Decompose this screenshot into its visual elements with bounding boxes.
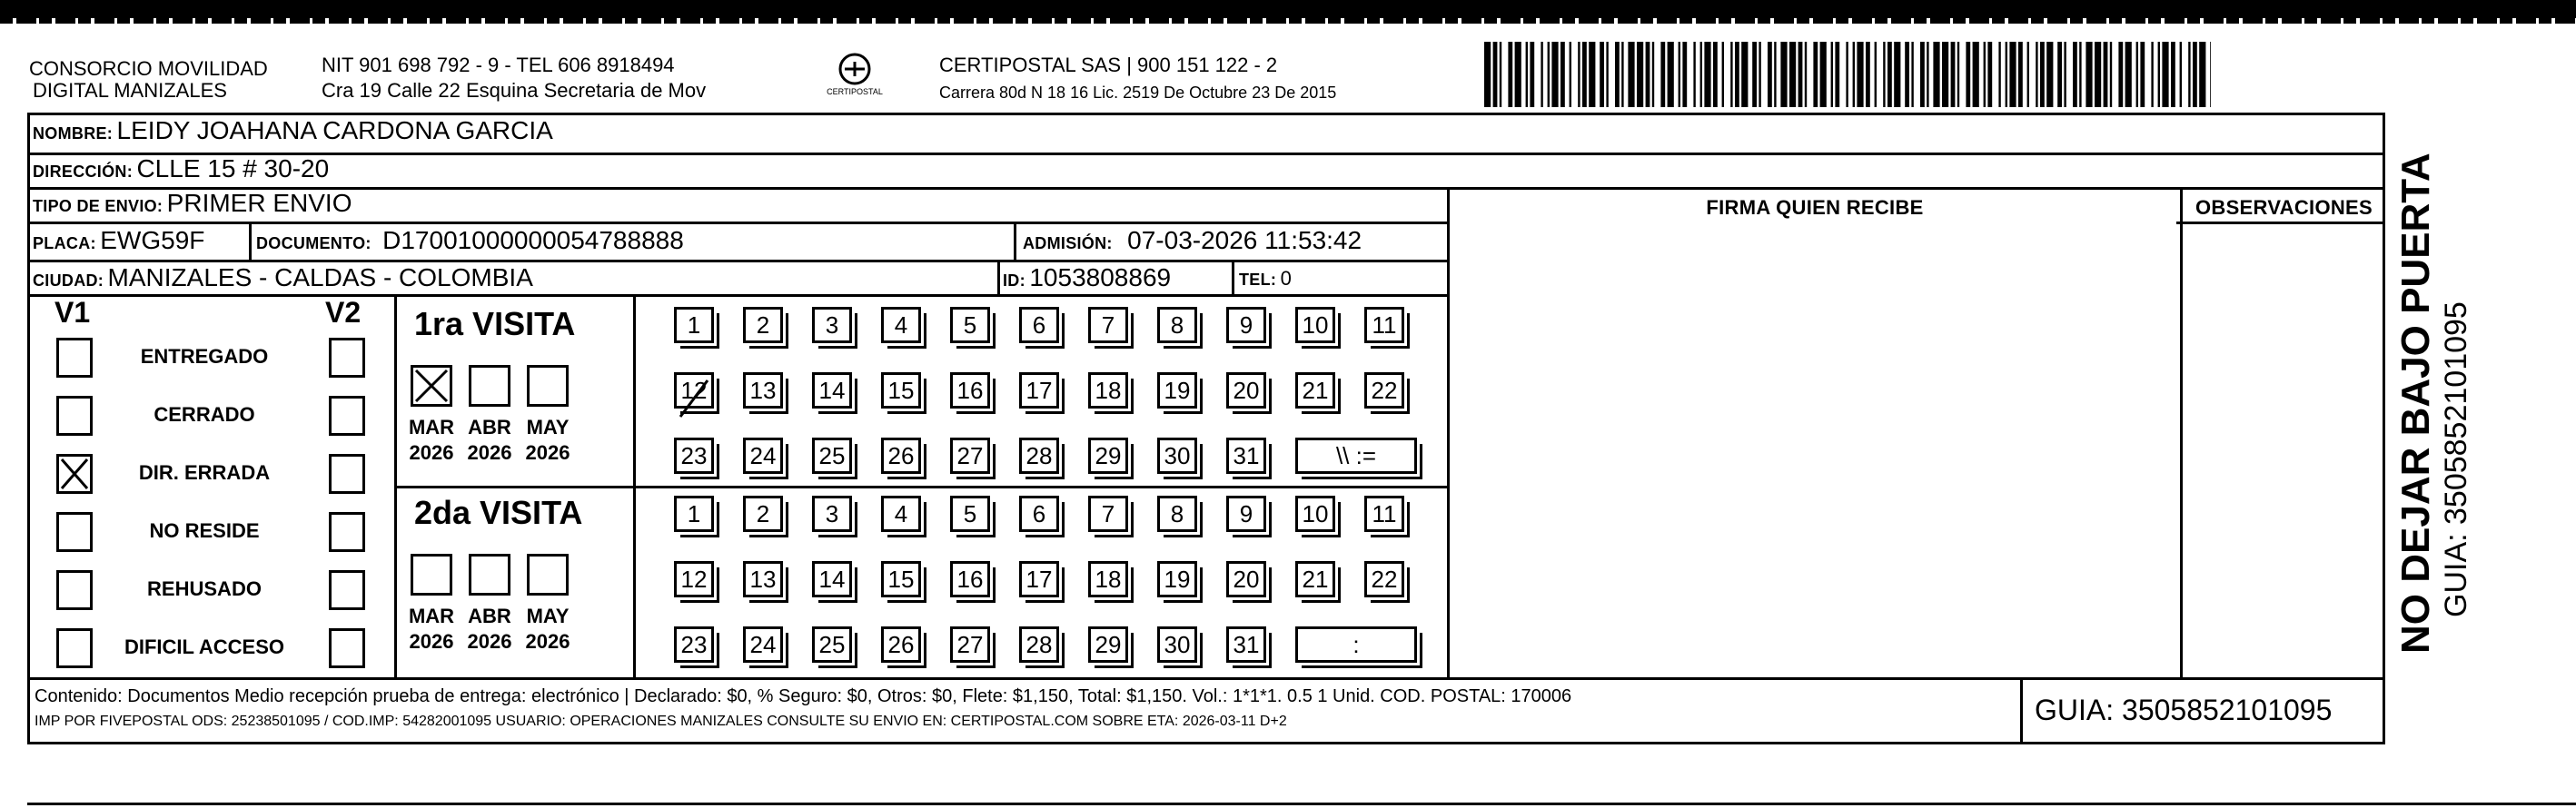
barcode-bar [2188,42,2190,107]
footer-line1: Contenido: Documentos Medio recepción prueba de entrega: electrónico | Declarado: $0, % Seguro: $0, Otros: $0, Flete: $1,150, Total: $1,150. Vol.: 1*1*1. 0.5 1 Unid. COD. POSTAL: 170006 [35,686,1572,706]
placa-value: EWG59F [100,226,205,254]
day-box[interactable]: 18 [1088,561,1128,597]
month-label: ABR [468,605,511,627]
footer-line2: IMP POR FIVEPOSTAL ODS: 25238501095 / COD.IMP: 54282001095 USUARIO: OPERACIONES MANIZALES CONSULTE SU ENVIO EN: CERTIPOSTAL.COM SOBRE ETA: 2026-03-11 D+2 [35,714,1287,729]
barcode-bar [1774,42,1776,107]
month-checkbox[interactable] [411,554,452,596]
barcode-bar [1951,42,1956,107]
day-box[interactable]: 21 [1295,372,1335,409]
barcode-bar [1582,42,1587,107]
direccion-label: DIRECCIÓN: [33,163,133,181]
day-box[interactable]: 25 [812,438,852,474]
barcode-bar [1789,42,1796,107]
barcode-bar [1831,42,1833,107]
v2-checkbox[interactable] [329,512,365,552]
barcode-bar [2162,42,2168,107]
day-box[interactable]: 10 [1295,307,1335,343]
barcode-bar [1530,42,1534,107]
day-box[interactable]: 2 [743,307,783,343]
barcode-bar [1541,42,1542,107]
barcode-bar [1920,42,1925,107]
barcode-bar [2199,42,2205,107]
barcode-bar [1606,42,1608,107]
barcode-bar [1780,42,1787,107]
day-box[interactable]: 30 [1157,438,1197,474]
month-label: ABR [468,416,511,438]
barcode-bar [1875,42,1877,107]
admision-label: ADMISIÓN: [1023,234,1113,252]
v1-checkbox[interactable] [56,454,93,494]
barcode-bar [2104,42,2108,107]
day-box[interactable]: 4 [881,496,921,532]
tipo-label: TIPO DE ENVIO: [33,197,163,215]
v1-checkbox[interactable] [56,570,93,610]
row-line [27,677,2385,680]
barcode-bar [1768,42,1772,107]
day-box[interactable]: 29 [1088,438,1128,474]
day-box[interactable]: 17 [1019,372,1059,409]
barcode-bar [2009,42,2016,107]
barcode-bar [1813,42,1818,107]
barcode-bar [2095,42,2101,107]
sender-block [29,58,268,102]
month-year: 2026 [525,441,570,464]
barcode-bar [1628,42,1634,107]
barcode-bar [1589,42,1595,107]
barcode-bar [1759,42,1760,107]
barcode-bar [2018,42,2023,107]
id-row [1003,263,1171,292]
barcode-bar [1805,42,1807,107]
barcode-bar [2057,42,2062,107]
day-box[interactable]: 7 [1088,496,1128,532]
row-line [2176,222,2385,224]
barcode-bar [2136,42,2138,107]
day-box[interactable]: 13 [743,561,783,597]
row-line [27,294,1450,297]
certipostal-logo [823,51,887,105]
barcode-bar [2118,42,2123,107]
barcode-bar [2046,42,2053,107]
day-box[interactable]: 1 [674,496,714,532]
day-box[interactable]: 14 [812,372,852,409]
day-box[interactable]: 19 [1157,561,1197,597]
nombre-value: LEIDY JOAHANA CARDONA GARCIA [116,116,553,144]
col-line [997,262,1000,294]
month-label: MAR [408,416,455,438]
barcode-bar [1484,42,1491,107]
barcode-bar [2125,42,2132,107]
barcode-bar [1668,42,1674,107]
documento-value: D17001000000054788888 [382,226,684,254]
ciudad-label: CIUDAD: [33,271,104,290]
status-option-label: NO RESIDE [149,519,260,542]
barcode-bar [2073,42,2077,107]
barcode-bar [1682,42,1687,107]
status-option-label: DIFICIL ACCESO [124,636,284,658]
month-label: MAR [408,605,455,627]
time-box[interactable]: \\ := [1295,438,1417,474]
observaciones-header: OBSERVACIONES [2195,196,2373,219]
barcode-bar [1600,42,1604,107]
row-line [27,260,1450,262]
day-box[interactable]: 25 [812,626,852,663]
visit-title: 2da VISITA [414,494,583,531]
barcode-bar [1905,42,1909,107]
status-option-label: DIR. ERRADA [138,461,271,484]
barcode-bar [1741,42,1748,107]
barcode-bar [2210,42,2211,107]
placa-label: PLACA: [33,234,96,252]
barcode-bar [1722,42,1724,107]
day-box[interactable]: 17 [1019,561,1059,597]
barcode-bar [1578,42,1580,107]
address-line: Cra 19 Calle 22 Esquina Secretaria de Mov [322,79,707,102]
barcode-bar [2158,42,2160,107]
day-box[interactable]: 1 [674,307,714,343]
tipo-row [33,189,352,218]
day-box[interactable]: 4 [881,307,921,343]
firma-header: FIRMA QUIEN RECIBE [1706,196,1924,219]
day-box[interactable]: 21 [1295,561,1335,597]
day-box[interactable]: 7 [1088,307,1128,343]
barcode-bar [2064,42,2066,107]
id-value: 1053808869 [1029,263,1172,291]
day-box[interactable]: 22 [1364,372,1404,409]
month-checkbox[interactable] [469,554,510,596]
day-box[interactable]: 18 [1088,372,1128,409]
barcode-bar [1798,42,1803,107]
barcode-bar [1652,42,1654,107]
day-box[interactable]: 9 [1226,307,1266,343]
id-label: ID: [1003,271,1025,290]
v1-checkbox[interactable] [56,628,93,668]
barcode-bar [2036,42,2037,107]
top-edge-texture [0,18,2576,24]
barcode-bar [1615,42,1620,107]
visit-title: 1ra VISITA [414,305,576,342]
side-guia: GUIA: 3505852101095 [2439,301,2473,617]
day-box[interactable]: 12 [674,561,714,597]
barcode-bar [2040,42,2045,107]
barcode-bar [2079,42,2081,107]
col-line [1232,262,1234,294]
day-box[interactable]: 20 [1226,372,1266,409]
barcode-bar [1820,42,1827,107]
sender-line2: DIGITAL MANIZALES [33,79,227,102]
day-box[interactable]: 8 [1157,307,1197,343]
day-box[interactable]: 13 [743,372,783,409]
v2-checkbox[interactable] [329,628,365,668]
day-box[interactable]: 9 [1226,496,1266,532]
check-mark-icon [413,368,450,404]
day-box[interactable]: 28 [1019,438,1059,474]
day-box[interactable]: 26 [881,438,921,474]
barcode-bar [1894,42,1900,107]
month-year: 2026 [409,441,454,464]
month-year: 2026 [467,441,512,464]
barcode [1484,42,2211,107]
day-box[interactable]: 28 [1019,626,1059,663]
barcode-bar [1911,42,1913,107]
barcode-bar [2086,42,2092,107]
company-address: Carrera 80d N 18 16 Lic. 2519 De Octubre 23 De 2015 [939,84,1337,102]
day-box[interactable]: 5 [950,307,990,343]
barcode-bar [1846,42,1848,107]
day-box[interactable]: 31 [1226,438,1266,474]
barcode-bar [1887,42,1892,107]
day-box[interactable]: 16 [950,372,990,409]
status-option-label: ENTREGADO [140,345,269,368]
col-line [1014,224,1016,260]
barcode-bar [2193,42,2197,107]
day-box[interactable]: 11 [1364,496,1404,532]
barcode-bar [1984,42,1986,107]
nit-block [322,54,706,102]
day-box[interactable]: 27 [950,626,990,663]
barcode-bar [1700,42,1702,107]
day-box[interactable]: 5 [950,496,990,532]
barcode-bar [1933,42,1939,107]
nombre-label: NOMBRE: [33,124,114,143]
barcode-bar [1621,42,1623,107]
month-label: MAY [526,416,570,438]
company-block [939,54,1336,103]
bottom-edge [27,803,2576,805]
col-line [1447,187,1450,677]
day-box[interactable]: 24 [743,626,783,663]
day-box[interactable]: 3 [812,307,852,343]
day-box[interactable]: 20 [1226,561,1266,597]
barcode-bar [2151,42,2153,107]
month-year: 2026 [525,630,570,653]
barcode-bar [1515,42,1521,107]
day-box[interactable]: 3 [812,496,852,532]
month-checkbox[interactable] [469,365,510,407]
barcode-bar [1835,42,1839,107]
barcode-bar [1853,42,1855,107]
tel-row [1239,267,1292,291]
row-line [27,153,2385,155]
admision-value: 07-03-2026 11:53:42 [1127,226,1362,254]
barcode-bar [1704,42,1710,107]
row-line [397,486,1447,488]
tipo-value: PRIMER ENVIO [166,189,352,217]
row-line [27,222,1450,224]
barcode-bar [1693,42,1695,107]
day-box[interactable]: 6 [1019,307,1059,343]
check-mark-icon [59,457,90,491]
col-line [2020,680,2023,744]
barcode-bar [2006,42,2007,107]
v1-header: V1 [54,296,91,329]
barcode-bar [1866,42,1870,107]
day-box[interactable]: 16 [950,561,990,597]
barcode-bar [1752,42,1757,107]
day-box[interactable]: 2 [743,496,783,532]
barcode-bar [1548,42,1550,107]
month-checkbox[interactable] [411,365,452,407]
barcode-bar [1637,42,1643,107]
barcode-bar [1570,42,1571,107]
top-edge-band [0,0,2576,18]
barcode-bar [1735,42,1739,107]
tel-label: TEL: [1239,271,1277,289]
barcode-bar [1713,42,1718,107]
status-option-label: CERRADO [154,403,255,426]
col-line [249,224,252,260]
barcode-bar [1679,42,1680,107]
direccion-row [33,154,329,183]
v1-checkbox[interactable] [56,512,93,552]
barcode-bar [1857,42,1863,107]
day-box[interactable]: 11 [1364,307,1404,343]
barcode-bar [1493,42,1498,107]
month-checkbox[interactable] [527,365,569,407]
nit-line: NIT 901 698 792 - 9 - TEL 606 8918494 [322,54,675,76]
v2-checkbox[interactable] [329,396,365,436]
barcode-bar [1660,42,1665,107]
day-box[interactable]: 14 [812,561,852,597]
direccion-value: CLLE 15 # 30-20 [136,154,330,182]
barcode-bar [1942,42,1948,107]
barcode-bar [2110,42,2112,107]
month-year: 2026 [409,630,454,653]
barcode-bar [1646,42,1650,107]
logo-icon [823,51,887,105]
footer-guia: GUIA: 3505852101095 [2035,694,2333,726]
barcode-bar [1987,42,1992,107]
status-option-label: REHUSADO [147,577,262,600]
day-box[interactable]: 26 [881,626,921,663]
barcode-bar [2027,42,2029,107]
v1-checkbox[interactable] [56,396,93,436]
barcode-bar [2140,42,2145,107]
barcode-bar [1957,42,1959,107]
sender-line1: CONSORCIO MOVILIDAD [29,57,268,80]
side-warning: NO DEJAR BAJO PUERTA [2393,153,2438,654]
barcode-bar [1551,42,1558,107]
barcode-bar [1560,42,1565,107]
barcode-bar [1966,42,1970,107]
barcode-bar [1500,42,1501,107]
day-box[interactable]: 24 [743,438,783,474]
barcode-bar [1730,42,1732,107]
barcode-bar [1927,42,1928,107]
v1-checkbox[interactable] [56,338,93,378]
day-box[interactable]: 27 [950,438,990,474]
barcode-bar [1973,42,1979,107]
documento-row [256,226,684,255]
month-checkbox[interactable] [527,554,569,596]
month-year: 2026 [467,630,512,653]
day-box[interactable]: 15 [881,372,921,409]
side-label [2394,145,2474,654]
day-box[interactable]: 23 [674,438,714,474]
placa-row [33,226,204,255]
barcode-bar [2180,42,2182,107]
tel-value: 0 [1280,267,1293,290]
day-box[interactable]: 19 [1157,372,1197,409]
barcode-bar [1526,42,1528,107]
row-line [27,187,2385,190]
month-label: MAY [526,605,570,627]
v2-checkbox[interactable] [329,454,365,494]
barcode-bar [1883,42,1885,107]
v2-header: V2 [325,296,362,329]
v2-checkbox[interactable] [329,338,365,378]
v2-checkbox[interactable] [329,570,365,610]
company-line: CERTIPOSTAL SAS | 900 151 122 - 2 [939,54,1278,76]
day-box[interactable]: 22 [1364,561,1404,597]
logo-text: CERTIPOSTAL [827,87,883,96]
ciudad-row [33,263,533,292]
ciudad-value: MANIZALES - CALDAS - COLOMBIA [107,263,533,291]
time-box[interactable]: : [1295,626,1417,663]
day-box[interactable]: 15 [881,561,921,597]
day-box[interactable]: 12 [674,372,714,409]
day-box[interactable]: 8 [1157,496,1197,532]
day-box[interactable]: 30 [1157,626,1197,663]
day-box[interactable]: 10 [1295,496,1335,532]
day-box[interactable]: 23 [674,626,714,663]
col-line [2180,187,2183,677]
day-box[interactable]: 6 [1019,496,1059,532]
barcode-bar [1508,42,1512,107]
barcode-bar [2171,42,2175,107]
nombre-row [33,116,553,145]
documento-label: DOCUMENTO: [256,234,372,252]
admision-row [1023,226,1362,255]
barcode-bar [1998,42,2000,107]
day-box[interactable]: 29 [1088,626,1128,663]
slash-mark-icon [677,375,713,419]
day-box[interactable]: 31 [1226,626,1266,663]
